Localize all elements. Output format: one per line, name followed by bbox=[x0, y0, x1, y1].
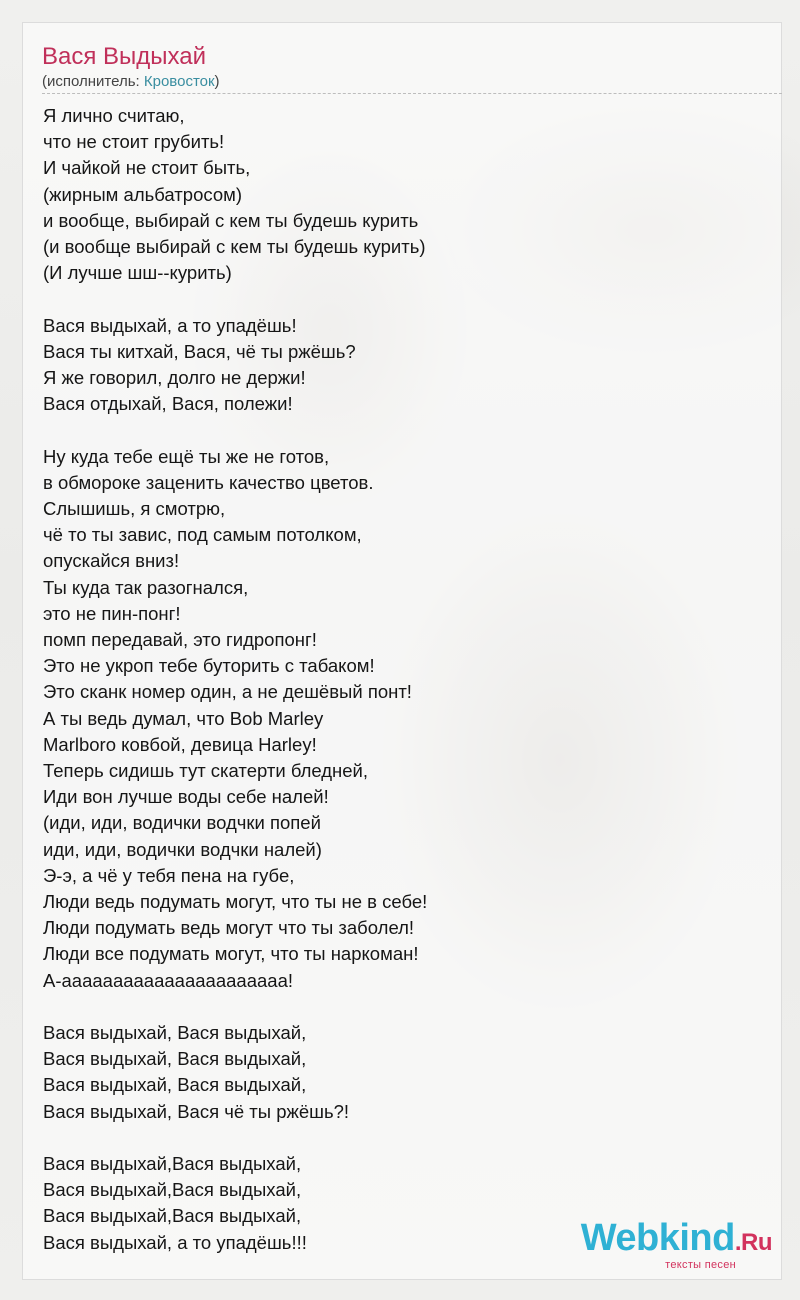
lyric-line: и вообще, выбирай с кем ты будешь курить bbox=[43, 209, 419, 231]
lyric-line: иди, иди, водички водчки налей) bbox=[43, 838, 322, 860]
lyric-line: опускайся вниз! bbox=[43, 550, 180, 572]
lyric-line: А ты ведь думал, что Bob Marley bbox=[43, 707, 324, 729]
lyric-line bbox=[43, 1125, 743, 1151]
lyric-line: (жирным альбатросом) bbox=[43, 183, 242, 205]
lyric-line: Вася выдыхай, Вася чё ты ржёшь?! bbox=[43, 1100, 350, 1122]
lyric-line: Слышишь, я смотрю, bbox=[43, 498, 226, 520]
lyric-line: Marlboro ковбой, девица Harley! bbox=[43, 733, 317, 755]
lyric-line: Э-э, а чё у тебя пена на губе, bbox=[43, 864, 295, 886]
header-divider bbox=[42, 93, 782, 94]
lyric-line: Вася выдыхай,Вася выдыхай, bbox=[43, 1205, 302, 1227]
lyric-line: Вася ты китхай, Вася, чё ты ржёшь? bbox=[43, 340, 356, 362]
lyric-line: А-аааааааааааааааааааааа! bbox=[43, 969, 293, 991]
lyric-line: Это сканк номер один, а не дешёвый понт! bbox=[43, 681, 412, 703]
logo-main-text: Webkind bbox=[580, 1217, 735, 1259]
lyric-line: (иди, иди, водички водчки попей bbox=[43, 812, 321, 834]
artist-suffix: ) bbox=[214, 73, 220, 90]
song-title: Вася Выдыхай bbox=[42, 43, 207, 70]
artist-line bbox=[42, 72, 220, 92]
lyric-line: что не стоит грубить! bbox=[43, 131, 225, 153]
lyric-line: Вася выдыхай, Вася выдыхай, bbox=[43, 1074, 307, 1096]
lyric-line: Вася выдыхай, Вася выдыхай, bbox=[43, 1022, 307, 1044]
site-logo[interactable] bbox=[582, 1216, 772, 1276]
lyric-line: Я же говорил, долго не держи! bbox=[43, 367, 306, 389]
lyric-line: (И лучше шш--курить) bbox=[43, 262, 232, 284]
lyric-line: Теперь сидишь тут скатерти бледней, bbox=[43, 760, 369, 782]
lyrics-text bbox=[43, 103, 743, 1256]
lyric-line: Ну куда тебе ещё ты же не готов, bbox=[43, 445, 330, 467]
lyric-line: Иди вон лучше воды себе налей! bbox=[43, 786, 329, 808]
artist-prefix: (исполнитель: bbox=[42, 73, 144, 90]
lyric-line: Люди все подумать могут, что ты наркоман! bbox=[43, 943, 419, 965]
lyric-line: Ты куда так разогнался, bbox=[43, 576, 249, 598]
lyric-line: Вася выдыхай,Вася выдыхай, bbox=[43, 1153, 302, 1175]
lyric-line: это не пин-понг! bbox=[43, 602, 181, 624]
lyric-line: Это не укроп тебе буторить с табаком! bbox=[43, 655, 375, 677]
lyric-line: Вася выдыхай, а то упадёшь! bbox=[43, 314, 297, 336]
lyric-line: Вася отдыхай, Вася, полежи! bbox=[43, 393, 293, 415]
artist-link[interactable]: Кровосток bbox=[143, 73, 215, 90]
lyric-line: И чайкой не стоит быть, bbox=[43, 157, 251, 179]
lyric-line: Люди ведь подумать могут, что ты не в себе! bbox=[43, 891, 428, 913]
lyric-line bbox=[43, 994, 743, 1020]
lyric-line: помп передавай, это гидропонг! bbox=[43, 629, 317, 651]
lyric-line: Люди подумать ведь могут что ты заболел! bbox=[43, 917, 415, 939]
lyric-line: Вася выдыхай, а то упадёшь!!! bbox=[43, 1231, 307, 1253]
lyric-line: чё то ты завис, под самым потолком, bbox=[43, 524, 362, 546]
lyric-line: (и вообще выбирай с кем ты будешь курить) bbox=[43, 236, 426, 258]
logo-tagline: тексты песен bbox=[665, 1259, 736, 1271]
lyric-line: Я лично считаю, bbox=[43, 105, 185, 126]
lyric-line: Вася выдыхай,Вася выдыхай, bbox=[43, 1179, 302, 1201]
lyric-line: в обмороке заценить качество цветов. bbox=[43, 471, 374, 493]
lyric-line: Вася выдыхай, Вася выдыхай, bbox=[43, 1048, 307, 1070]
lyric-line bbox=[43, 286, 743, 312]
lyric-line bbox=[43, 417, 743, 443]
logo-domain: .Ru bbox=[734, 1229, 772, 1256]
